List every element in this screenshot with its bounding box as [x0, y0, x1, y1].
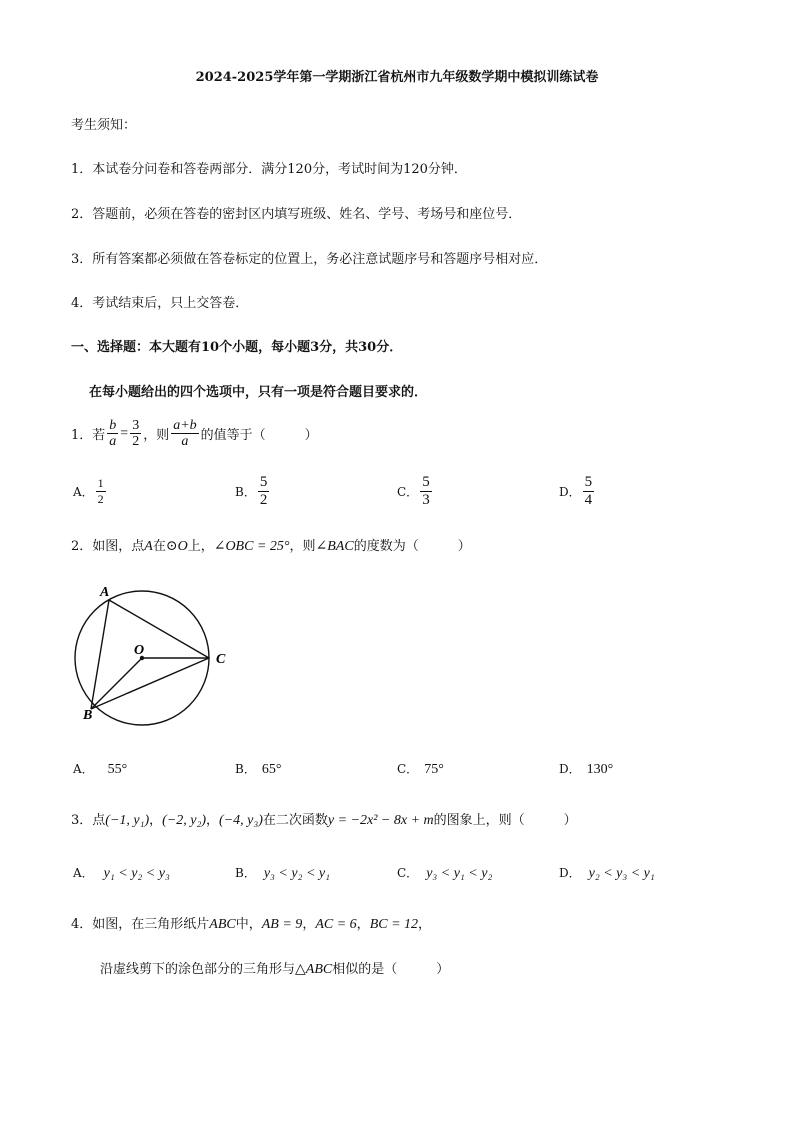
q1-number: 1．若: [71, 428, 106, 443]
question-1: [71, 418, 318, 449]
q2-circle-o: ⊙O: [165, 539, 188, 554]
q3-point-3: (−4, y₃): [219, 813, 263, 828]
q1-fraction-b-over-a: $\frac{b}{a}$: [109, 418, 117, 449]
label-a: A: [100, 585, 110, 600]
label-b: B: [83, 708, 93, 723]
question-3: 3．点(−1, y₁)，(−2, y₂)，(−4, y₃)在二次函数y = −2x² − 8x + m的图象上，则（ ）: [71, 813, 577, 828]
question-4-line-1: 4．如图，在三角形纸片ABC中，AB = 9，AC = 6，BC = 12，: [71, 917, 432, 932]
label-c: C: [216, 652, 226, 667]
q1-option-d: D． $\frac{5}{4}$: [559, 474, 593, 508]
notice-heading: 考生须知：: [71, 118, 137, 133]
label-o: O: [134, 643, 145, 658]
q3-function: y = −2x² − 8x + m: [327, 813, 434, 828]
q2-option-b: B． 65°: [235, 762, 282, 777]
q1-option-b: B． $\frac{5}{2}$: [235, 474, 268, 508]
section-heading: 一、选择题：本大题有10个小题，每小题3分，共30分．: [71, 340, 403, 355]
q2-circle-figure: [70, 580, 240, 730]
q4-ac: AC = 6: [315, 917, 357, 932]
q2-option-d: D． 130°: [559, 762, 614, 777]
q2-option-c: C． 75°: [397, 762, 444, 777]
q1-tail: 的值等于（ ）: [200, 428, 318, 443]
segment-bc: [91, 658, 209, 709]
q1-option-a: A． $\frac{1}{2}$: [73, 476, 104, 506]
q4-ab: AB = 9: [261, 917, 303, 932]
notice-item-3: 3．所有答案都必须做在答卷标定的位置上，务必注意试题序号和答题序号相对应．: [71, 252, 548, 267]
q1-fraction-aplusb-over-a: $\frac{a+b}{a}$: [173, 418, 197, 449]
q3-option-a: A． y₁ < y₂ < y₃: [73, 866, 170, 881]
q2-point-a: A: [144, 539, 153, 554]
q2-angle-bac: ∠BAC: [315, 539, 354, 554]
q2-angle-obc: ∠OBC = 25°: [213, 539, 290, 554]
q3-option-c: C． y₃ < y₁ < y₂: [397, 866, 493, 881]
q4-triangle: ABC: [209, 917, 236, 932]
notice-item-4: 4．考试结束后，只上交答卷．: [71, 296, 249, 311]
question-4-line-2: 沿虚线剪下的涂色部分的三角形与△ABC相似的是（ ）: [100, 962, 450, 977]
page-title: 2024-2025学年第一学期浙江省杭州市九年级数学期中模拟训练试卷: [195, 70, 599, 85]
q1-equals: =: [120, 425, 129, 441]
q4-triangle-symbol: △ABC: [295, 962, 333, 977]
q2-option-a: A． 55°: [73, 762, 128, 777]
q1-fraction-3-over-2: $\frac{3}{2}$: [132, 418, 140, 449]
q3-option-b: B． y₃ < y₂ < y₁: [235, 866, 330, 881]
notice-item-1: 1．本试卷分问卷和答卷两部分．满分120分，考试时间为120分钟．: [71, 162, 467, 177]
segment-ac: [109, 600, 209, 658]
q4-bc: BC = 12: [369, 917, 419, 932]
notice-item-2: 2．答题前，必须在答卷的密封区内填写班级、姓名、学号、考场号和座位号．: [71, 207, 522, 222]
q3-option-d: D． y₂ < y₃ < y₁: [559, 866, 655, 881]
q3-point-1: (−1, y₁): [105, 813, 150, 828]
q3-point-2: (−2, y₂): [162, 813, 207, 828]
q1-option-c: C． $\frac{5}{3}$: [397, 474, 430, 508]
question-2: 2．如图，点A在⊙O上，∠OBC = 25°，则∠BAC的度数为（ ）: [71, 539, 471, 554]
section-subheading: 在每小题给出的四个选项中，只有一项是符合题目要求的．: [89, 385, 428, 400]
q1-then: ，则: [143, 428, 170, 443]
segment-ab: [91, 600, 109, 709]
